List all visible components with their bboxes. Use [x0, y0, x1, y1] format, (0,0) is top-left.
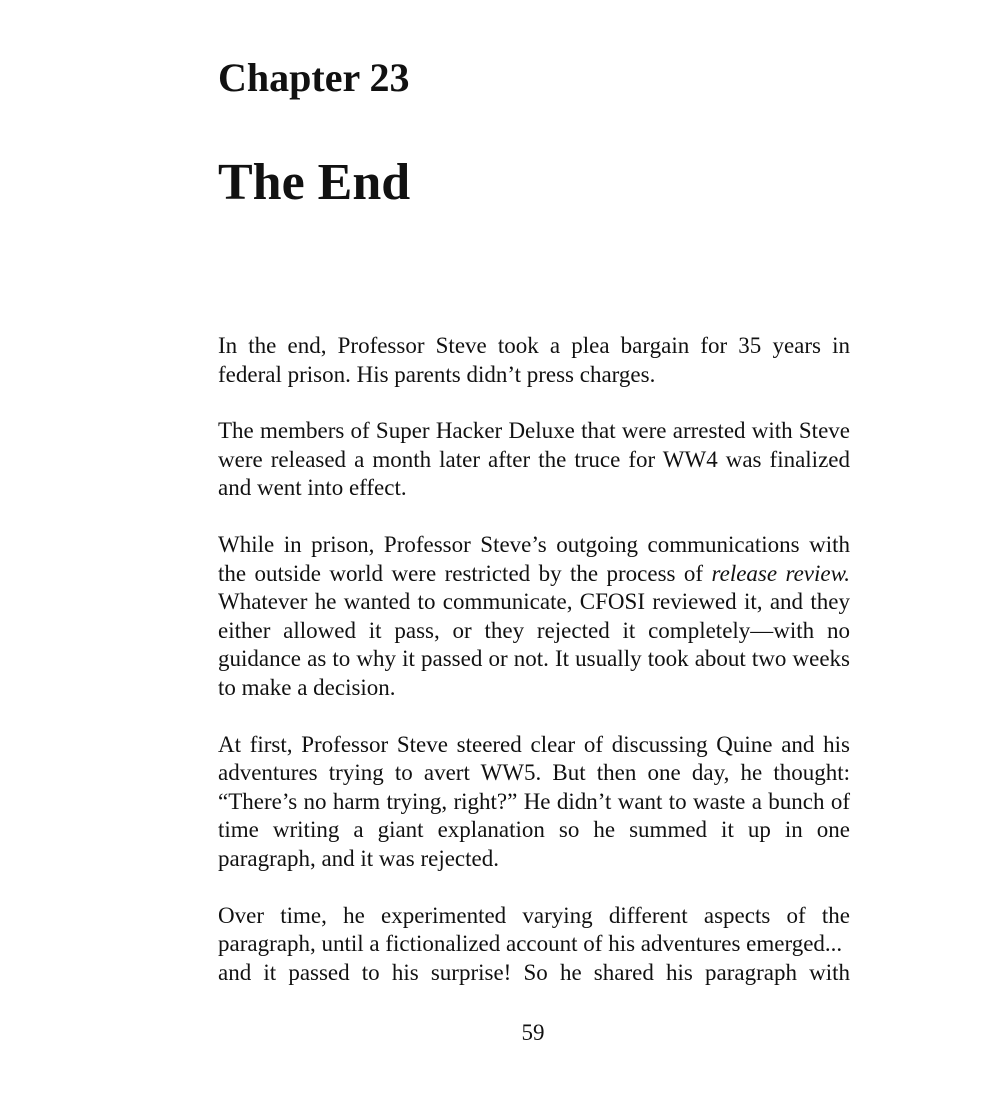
chapter-body [218, 332, 850, 1015]
chapter-title: The End [218, 154, 411, 211]
release-review-term: release review. [711, 560, 851, 586]
paragraph-plea-bargain: In the end, Professor Steve took a plea bargain for 35 years in federal prison. His parents didn’t press charges. [218, 333, 850, 387]
page-number: 59 [521, 1020, 545, 1045]
paragraph-fictionalized-account [218, 902, 850, 988]
paragraph-line-3: and it passed to his surprise! So he shared his paragraph with [218, 959, 850, 985]
paragraph-members-released: The members of Super Hacker Deluxe that were arrested with Steve were released a month later after the truce for WW4 was finalized and went into effect. [218, 418, 850, 501]
paragraph-release-review-start: While in prison, Professor Steve’s outgoing communications with the outside world were restricted by the process of [218, 531, 850, 586]
paragraph-release-review [218, 531, 850, 703]
paragraph-release-review-end: Whatever he wanted to communicate, CFOSI reviewed it, and they either allowed it pass, or they rejected it completely—with no guidance as to why it passed or not. It usually took about two weeks to make a decision. [218, 589, 850, 700]
chapter-number: Chapter 23 [218, 55, 410, 100]
paragraph-quine-attempt: At first, Professor Steve steered clear of discussing Quine and his adventures trying to avert WW5. But then one day, he thought: “There’s no harm trying, right?” He didn’t want to waste a bunch of time writing a giant explanation so he summed it up in one paragraph, and it was rejected. [218, 731, 850, 871]
paragraph-line-1: Over time, he experimented varying different aspects of the [218, 902, 850, 928]
paragraph-line-2: paragraph, until a fictionalized account of his adventures emerged... [218, 931, 843, 957]
